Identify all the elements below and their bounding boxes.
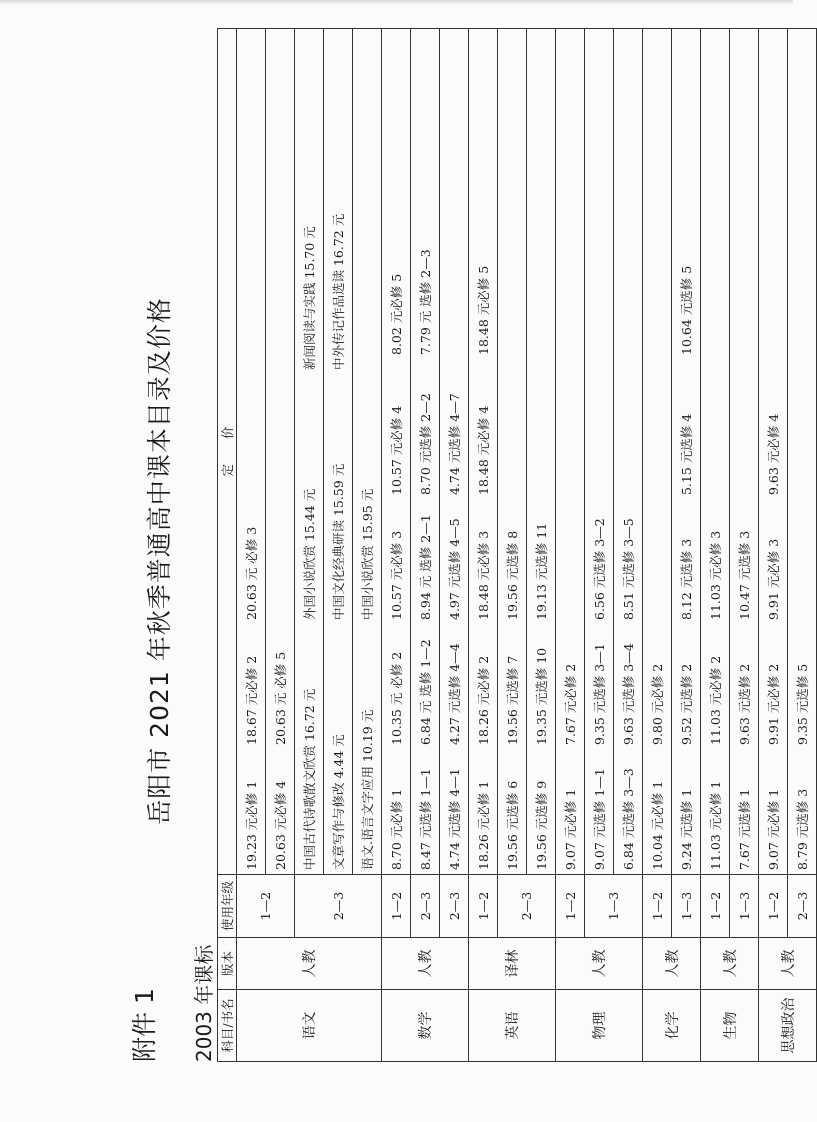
- version-cell: 人教: [701, 938, 759, 990]
- grade-cell: 1—2: [382, 875, 411, 938]
- price-item: 20.63 元 必修 5: [273, 651, 288, 745]
- price-item: 11.03 元必修 3: [708, 530, 723, 620]
- subject-chemistry: 化学: [643, 990, 701, 1062]
- price-item: 4.97 元选修 4—5: [447, 518, 462, 620]
- price-item: 19.56 元选修 6: [505, 780, 520, 870]
- grade-cell: 2—3: [788, 875, 817, 938]
- version-cell: 人教: [237, 938, 382, 990]
- price-cell: [701, 29, 730, 875]
- table-row: [672, 29, 701, 1062]
- price-item: 7.67 元必修 2: [563, 663, 578, 745]
- table-row: [643, 29, 672, 1062]
- price-item: 9.24 元选修 1: [679, 788, 694, 870]
- table-row: [237, 29, 266, 1062]
- price-cell: [440, 29, 469, 875]
- price-item: 19.56 元选修 8: [505, 530, 520, 620]
- subject-math: 数学: [382, 990, 469, 1062]
- price-cell: [730, 29, 759, 875]
- grade-cell: 2—3: [498, 875, 556, 938]
- price-item: 9.63 元必修 4: [766, 413, 781, 495]
- table-row: [788, 29, 817, 1062]
- curriculum-subtitle: 2003 年课标: [192, 944, 216, 1062]
- price-item: 9.80 元必修 2: [650, 663, 665, 745]
- subject-physics: 物理: [556, 990, 643, 1062]
- price-item: 9.35 元选修 3—1: [592, 643, 607, 745]
- price-item: 6.84 元选修 3—3: [621, 768, 636, 870]
- price-cell: [643, 29, 672, 875]
- table-row: [498, 29, 527, 1062]
- price-cell: [382, 29, 411, 875]
- price-item: 8.94 元 选修 2—1: [418, 514, 433, 620]
- price-item: 中国小说欣赏 15.95 元: [360, 488, 375, 620]
- grade-cell: 1—2: [556, 875, 585, 938]
- price-item: 9.07 元必修 1: [766, 788, 781, 870]
- price-item: 4.74 元选修 4—1: [447, 768, 462, 870]
- price-item: 9.63 元选修 2: [737, 663, 752, 745]
- price-cell: [411, 29, 440, 875]
- price-item: 5.15 元选修 4: [679, 413, 694, 495]
- price-item: 19.23 元必修 1: [244, 780, 259, 870]
- price-item: 18.67 元必修 2: [244, 655, 259, 745]
- version-cell: 人教: [759, 938, 817, 990]
- price-item: 8.47 元选修 1—1: [418, 768, 433, 870]
- price-cell: [237, 29, 266, 875]
- version-cell: 人教: [382, 938, 469, 990]
- price-item: 20.63 元必修 4: [273, 780, 288, 870]
- price-item: 8.12 元选修 3: [679, 538, 694, 620]
- grade-cell: 1—2: [643, 875, 672, 938]
- price-cell: [672, 29, 701, 875]
- price-item: 10.64 元选修 5: [679, 265, 694, 355]
- col-price: 定 价: [218, 29, 237, 875]
- price-item: 10.04 元必修 1: [650, 780, 665, 870]
- price-cell: [498, 29, 527, 875]
- grade-cell: 1—3: [672, 875, 701, 938]
- table-row: [440, 29, 469, 1062]
- price-item: 8.02 元必修 5: [389, 273, 404, 355]
- price-item: 8.70 元选修 2—2: [418, 393, 433, 495]
- price-item: 9.07 元选修 1—1: [592, 768, 607, 870]
- price-item: 文章写作与修改 4.44 元: [331, 734, 346, 870]
- table-row: [730, 29, 759, 1062]
- version-cell: 人教: [643, 938, 701, 990]
- price-item: 8.51 元选修 3—5: [621, 518, 636, 620]
- grade-cell: 2—3: [295, 875, 382, 938]
- price-item: 中国古代诗歌散文欣赏 16.72 元: [302, 688, 317, 870]
- price-item: 9.07 元必修 1: [563, 788, 578, 870]
- price-item: 18.48 元必修 4: [476, 405, 491, 495]
- price-cell: [759, 29, 788, 875]
- price-item: 新闻阅读与实践 15.70 元: [302, 226, 317, 370]
- price-item: 19.56 元选修 9: [534, 780, 549, 870]
- price-item: 8.79 元选修 3: [795, 788, 810, 870]
- price-item: 中国文化经典研读 15.59 元: [331, 463, 346, 620]
- price-item: 6.84 元 选修 1—2: [418, 639, 433, 745]
- price-cell: [614, 29, 643, 875]
- textbook-price-table: [217, 28, 817, 1062]
- table-row: [701, 29, 730, 1062]
- price-item: 19.56 元选修 7: [505, 655, 520, 745]
- grade-cell: 1—2: [759, 875, 788, 938]
- price-item: 语文.语言文字应用 10.19 元: [360, 709, 375, 870]
- price-item: 10.47 元选修 3: [737, 530, 752, 620]
- price-item: 9.91 元必修 2: [766, 663, 781, 745]
- grade-cell: 1—2: [237, 875, 295, 938]
- subject-english: 英语: [469, 990, 556, 1062]
- table-row: [469, 29, 498, 1062]
- price-item: 9.35 元选修 5: [795, 663, 810, 745]
- grade-cell: 1—3: [585, 875, 643, 938]
- price-item: 18.26 元必修 2: [476, 655, 491, 745]
- price-item: 4.74 元选修 4—7: [447, 393, 462, 495]
- table-row: [556, 29, 585, 1062]
- grade-cell: 2—3: [411, 875, 440, 938]
- version-cell: 人教: [556, 938, 643, 990]
- price-item: 9.63 元选修 3—4: [621, 643, 636, 745]
- subject-biology: 生物: [701, 990, 759, 1062]
- price-item: 6.56 元选修 3—2: [592, 518, 607, 620]
- price-item: 19.35 元选修 10: [534, 647, 549, 745]
- table-row: [759, 29, 788, 1062]
- attachment-label: 附件 1: [130, 988, 159, 1062]
- price-item: 18.48 元必修 5: [476, 265, 491, 355]
- grade-cell: 2—3: [440, 875, 469, 938]
- price-cell: [266, 29, 295, 875]
- price-cell: [295, 29, 324, 875]
- price-item: 8.70 元必修 1: [389, 788, 404, 870]
- price-item: 18.48 元必修 3: [476, 530, 491, 620]
- price-item: 10.57 元必修 4: [389, 405, 404, 495]
- table-row: [585, 29, 614, 1062]
- price-item: 9.91 元必修 3: [766, 538, 781, 620]
- price-cell: [527, 29, 556, 875]
- price-item: 7.67 元选修 1: [737, 788, 752, 870]
- price-item: 外国小说欣赏 15.44 元: [302, 488, 317, 620]
- document-title: 岳阳市 2021 年秋季普通高中课本目录及价格: [145, 297, 174, 825]
- price-cell: [788, 29, 817, 875]
- price-item: 18.26 元必修 1: [476, 780, 491, 870]
- price-cell: [353, 29, 382, 875]
- subject-chinese: 语文: [237, 990, 382, 1062]
- price-cell: [469, 29, 498, 875]
- grade-cell: 1—2: [469, 875, 498, 938]
- price-item: 9.52 元选修 2: [679, 663, 694, 745]
- price-item: 10.35 元 必修 2: [389, 651, 404, 745]
- price-item: 11.03 元必修 1: [708, 780, 723, 870]
- grade-cell: 1—3: [730, 875, 759, 938]
- price-item: 19.13 元选修 11: [534, 522, 549, 620]
- price-item: 10.57 元必修 3: [389, 530, 404, 620]
- grade-cell: 1—2: [701, 875, 730, 938]
- price-cell: [324, 29, 353, 875]
- table-header-row: [218, 29, 237, 1062]
- table-row: [411, 29, 440, 1062]
- price-item: 11.03 元必修 2: [708, 655, 723, 745]
- price-cell: [585, 29, 614, 875]
- price-item: 20.63 元 必修 3: [244, 526, 259, 620]
- price-item: 中外传记作品选读 16.72 元: [331, 213, 346, 370]
- col-version: 版本: [218, 938, 237, 990]
- price-item: 4.27 元选修 4—4: [447, 643, 462, 745]
- price-item: 7.79 元 选修 2—3: [418, 249, 433, 355]
- version-cell: 译林: [469, 938, 556, 990]
- table-row: [382, 29, 411, 1062]
- price-cell: [556, 29, 585, 875]
- col-grade: 使用年级: [218, 875, 237, 938]
- table-row: [295, 29, 324, 1062]
- subject-politics: 思想政治: [759, 990, 817, 1062]
- col-subject: 科目/书名: [218, 990, 237, 1062]
